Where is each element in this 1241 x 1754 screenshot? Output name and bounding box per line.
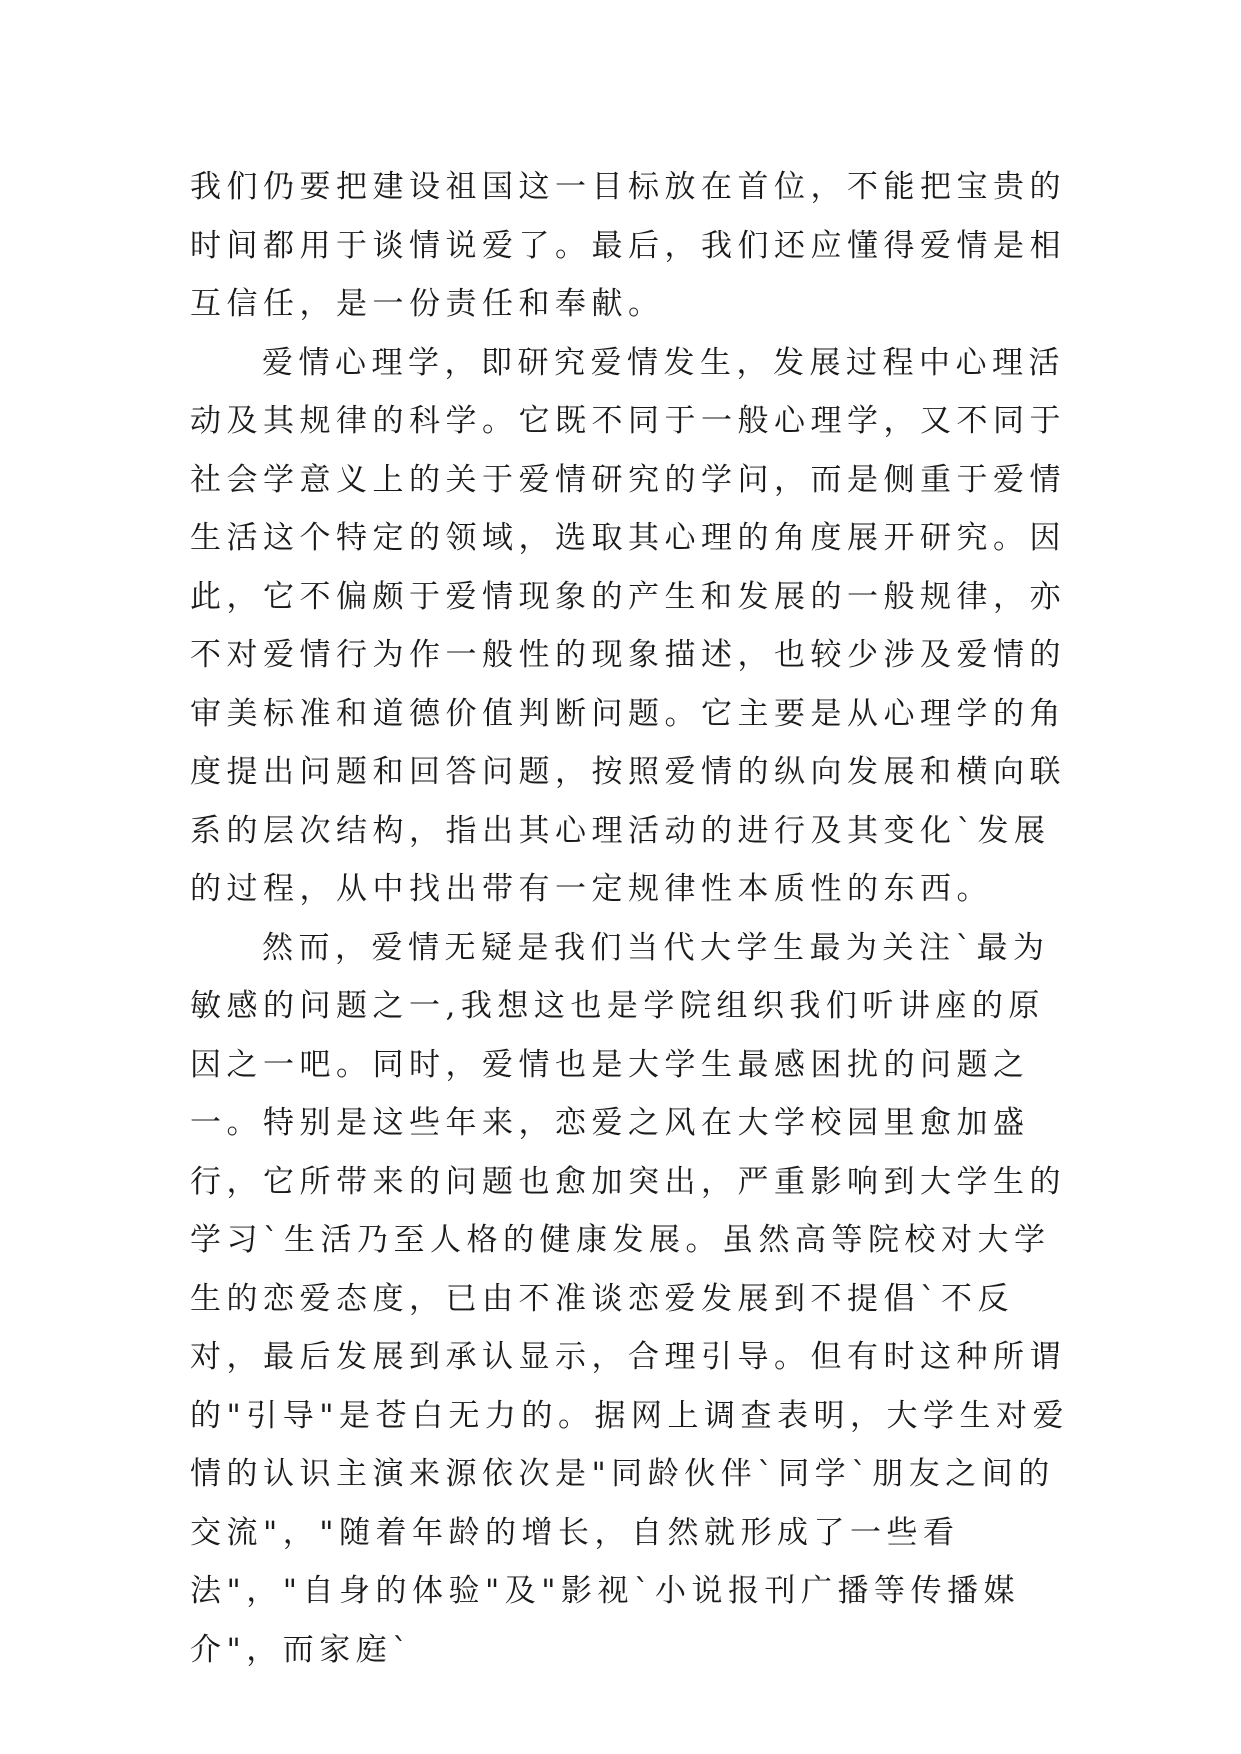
- paragraph-love-psychology: 爱情心理学，即研究爱情发生，发展过程中心理活动及其规律的科学。它既不同于一般心理学，又不同于社会学意义上的关于爱情研究的学问，而是侧重于爱情生活这个特定的领域，选取其心理的角度展开研究。因此，它不偏颇于爱情现象的产生和发展的一般规律，亦不对爱情行为作一般性的现象描述，也较少涉及爱情的审美标准和道德价值判断问题。它主要是从心理学的角度提出问题和回答问题，按照爱情的纵向发展和横向联系的层次结构，指出其心理活动的进行及其变化`发展的过程，从中找出带有一定规律性本质性的东西。: [190, 344, 1066, 907]
- paragraph-college-students: 然而，爱情无疑是我们当代大学生最为关注`最为敏感的问题之一,我想这也是学院组织我们听讲座的原因之一吧。同时，爱情也是大学生最感困扰的问题之一。特别是这些年来，恋爱之风在大学校园里愈加盛行，它所带来的问题也愈加突出，严重影响到大学生的学习`生活乃至人格的健康发展。虽然高等院校对大学生的恋爱态度，已由不准谈恋爱发展到不提倡`不反对，最后发展到承认显示，合理引导。但有时这种所谓的"引导"是苍白无力的。据网上调查表明，大学生对爱情的认识主演来源依次是"同龄伙伴`同学`朋友之间的交流"，"随着年龄的增长，自然就形成了一些看法"，"自身的体验"及"影视`小说报刊广播等传播媒介"，而家庭`: [190, 929, 1070, 1668]
- paragraph-continuation: 我们仍要把建设祖国这一目标放在首位，不能把宝贵的时间都用于谈情说爱了。最后，我们还应懂得爱情是相互信任，是一份责任和奉献。: [190, 169, 1066, 322]
- body-text: [190, 158, 1070, 1679]
